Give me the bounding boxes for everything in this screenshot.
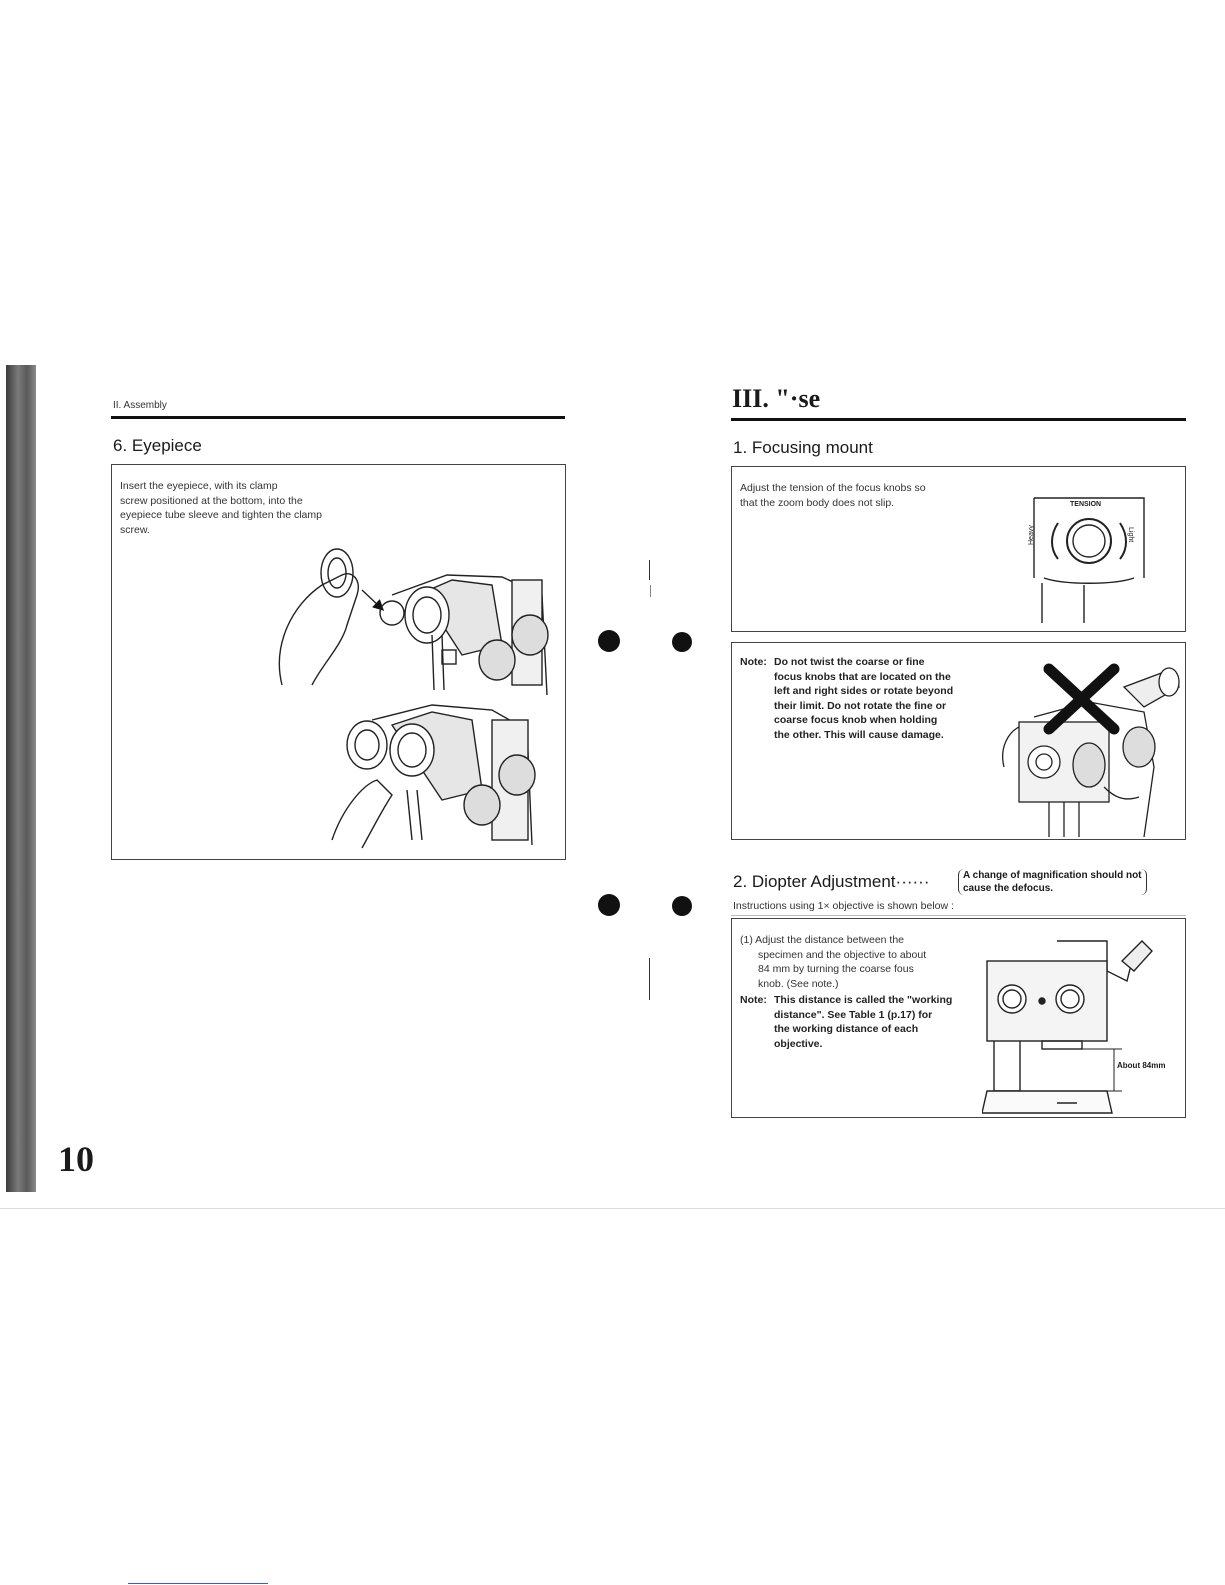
section-title: 6. Eyepiece: [113, 436, 202, 455]
registration-dot: [598, 894, 620, 916]
instruction-line: eyepiece tube sleeve and tighten the clamp: [120, 509, 322, 521]
tension-diagram: [1024, 493, 1154, 628]
note-line: left and right sides or rotate beyond: [774, 685, 954, 697]
note-panel: [731, 642, 1186, 840]
chapter-title: III. "·se: [732, 384, 821, 413]
scan-edge: [0, 1208, 1225, 1209]
focusing-panel: [731, 466, 1186, 632]
twist-warning-illustration: [994, 647, 1184, 837]
chapter-rule: [731, 418, 1186, 421]
step-line: 84 mm by turning the coarse fous: [758, 963, 914, 975]
note-line: focus knobs that are located on the: [774, 670, 951, 683]
instruction-line: Insert the eyepiece, with its clamp: [120, 480, 278, 492]
aside-line: A change of magnification should not: [963, 870, 1142, 881]
eyepiece-insert-illustration: [262, 535, 562, 695]
note-line: Do not twist the coarse or fine: [774, 656, 925, 668]
eyepiece-panel: [111, 464, 566, 860]
section1-title: 1. Focusing mount: [733, 438, 873, 457]
gutter-mark: [649, 958, 650, 1000]
dimension-label: About 84mm: [1117, 1061, 1166, 1070]
aside-line: cause the defocus.: [963, 883, 1054, 894]
gutter-mark: [650, 585, 651, 597]
diopter-note-text: [774, 993, 952, 1051]
tension-label: TENSION: [1070, 501, 1102, 508]
running-head: II. Assembly: [113, 400, 167, 411]
heavy-label: Heavy: [1028, 525, 1035, 545]
instruction-text: [120, 479, 322, 537]
step-text: [740, 933, 926, 991]
step-line: specimen and the objective to about: [758, 948, 927, 961]
note-line: coarse focus knob when holding: [774, 714, 938, 726]
instruction-line: Adjust the tension of the focus knobs so: [740, 482, 926, 494]
instruction-line: screw.: [120, 523, 150, 536]
note-text: [774, 655, 953, 742]
gutter-mark: [649, 560, 650, 580]
registration-dot: [672, 896, 692, 916]
eyepiece-clamp-illustration: [322, 700, 562, 850]
binding-edge: [6, 365, 36, 1192]
instruction-line: that the zoom body does not slip.: [740, 496, 895, 509]
note-line: their limit. Do not rotate the fine or: [774, 699, 947, 712]
note-line: the working distance of each: [774, 1023, 919, 1035]
working-distance-illustration: [982, 931, 1182, 1116]
registration-dot: [672, 632, 692, 652]
note-line: distance". See Table 1 (p.17) for: [774, 1008, 933, 1021]
note-label: Note:: [740, 656, 767, 668]
step-line: (1) Adjust the distance between the: [740, 934, 905, 946]
instruction-line: screw positioned at the bottom, into the: [120, 494, 303, 507]
section2-subtitle: Instructions using 1× objective is shown below :: [733, 900, 954, 912]
diopter-note-label: Note:: [740, 994, 767, 1006]
section2-title: 2. Diopter Adjustment······: [733, 872, 930, 891]
step-line: knob. (See note.): [758, 977, 839, 990]
light-label: Light: [1127, 527, 1134, 543]
note-line: objective.: [774, 1037, 823, 1050]
note-line: the other. This will cause damage.: [774, 728, 944, 741]
divider: [731, 915, 1186, 916]
focusing-instructions: [740, 481, 926, 510]
header-rule: [111, 416, 565, 419]
note-line: This distance is called the "working: [774, 994, 953, 1006]
diopter-panel: [731, 918, 1186, 1118]
page-number: 10: [58, 1139, 94, 1179]
registration-dot: [598, 630, 620, 652]
link-underline: [128, 1583, 268, 1584]
section2-aside: [958, 869, 1147, 895]
